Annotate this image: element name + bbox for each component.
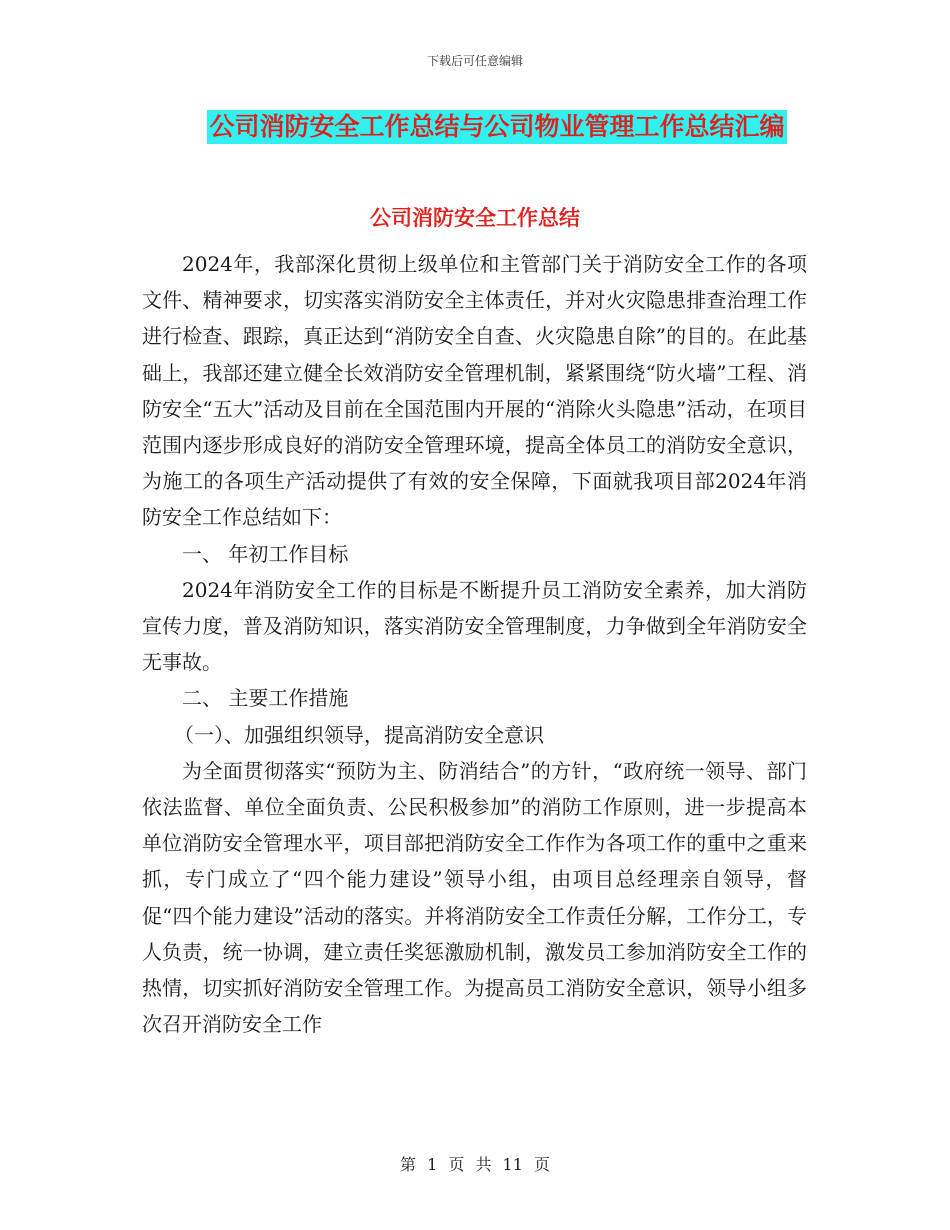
- section-title: 公司消防安全工作总结: [370, 206, 580, 230]
- paragraph-organization: 为全面贯彻落实“预防为主、防消结合”的方针，“政府统一领导、部门依法监督、单位全面负责、公民积极参加”的消防工作原则，进一步提高本单位消防安全管理水平，项目部把消防安全工作作为各项工作的重中之重来抓，专门成立了“四个能力建设”领导小组，由项目总经理亲自领导，督促“四个能力建设”活动的落实。并将消防安全工作责任分解，工作分工，专人负责，统一协调，建立责任奖惩激励机制，激发员工参加消防安全工作的热情，切实抓好消防安全管理工作。为提高员工消防安全意识，领导小组多次召开消防安全工作: [142, 758, 807, 1037]
- heading-goals: 一、 年初工作目标: [182, 541, 349, 566]
- heading-measures: 二、 主要工作措施: [182, 686, 349, 711]
- document-body: [142, 246, 807, 1042]
- paragraph-goals: 2024年消防安全工作的目标是不断提升员工消防安全素养，加大消防宣传力度，普及消防知识，落实消防安全管理制度，力争做到全年消防安全无事故。: [142, 577, 807, 675]
- page-number: 第 1 页 共 11 页: [400, 1155, 550, 1174]
- header-note: 下载后可任意编辑: [426, 54, 523, 68]
- main-title-container: [0, 110, 950, 144]
- main-title: 公司消防安全工作总结与公司物业管理工作总结汇编: [207, 110, 786, 144]
- subheading-organization: （一）、加强组织领导，提高消防安全意识: [174, 722, 544, 747]
- paragraph-intro: 2024年，我部深化贯彻上级单位和主管部门关于消防安全工作的各项文件、精神要求，切实落实消防安全主体责任，并对火灾隐患排查治理工作进行检查、跟踪，真正达到“消防安全自查、火灾隐患自除”的目的。在此基础上，我部还建立健全长效消防安全管理机制，紧紧围绕“防火墙”工程、消防安全“五大”活动及目前在全国范围内开展的“消除火头隐患”活动，在项目范围内逐步形成良好的消防安全管理环境，提高全体员工的消防安全意识，为施工的各项生产活动提供了有效的安全保障，下面就我项目部2024年消防安全工作总结如下：: [142, 252, 807, 530]
